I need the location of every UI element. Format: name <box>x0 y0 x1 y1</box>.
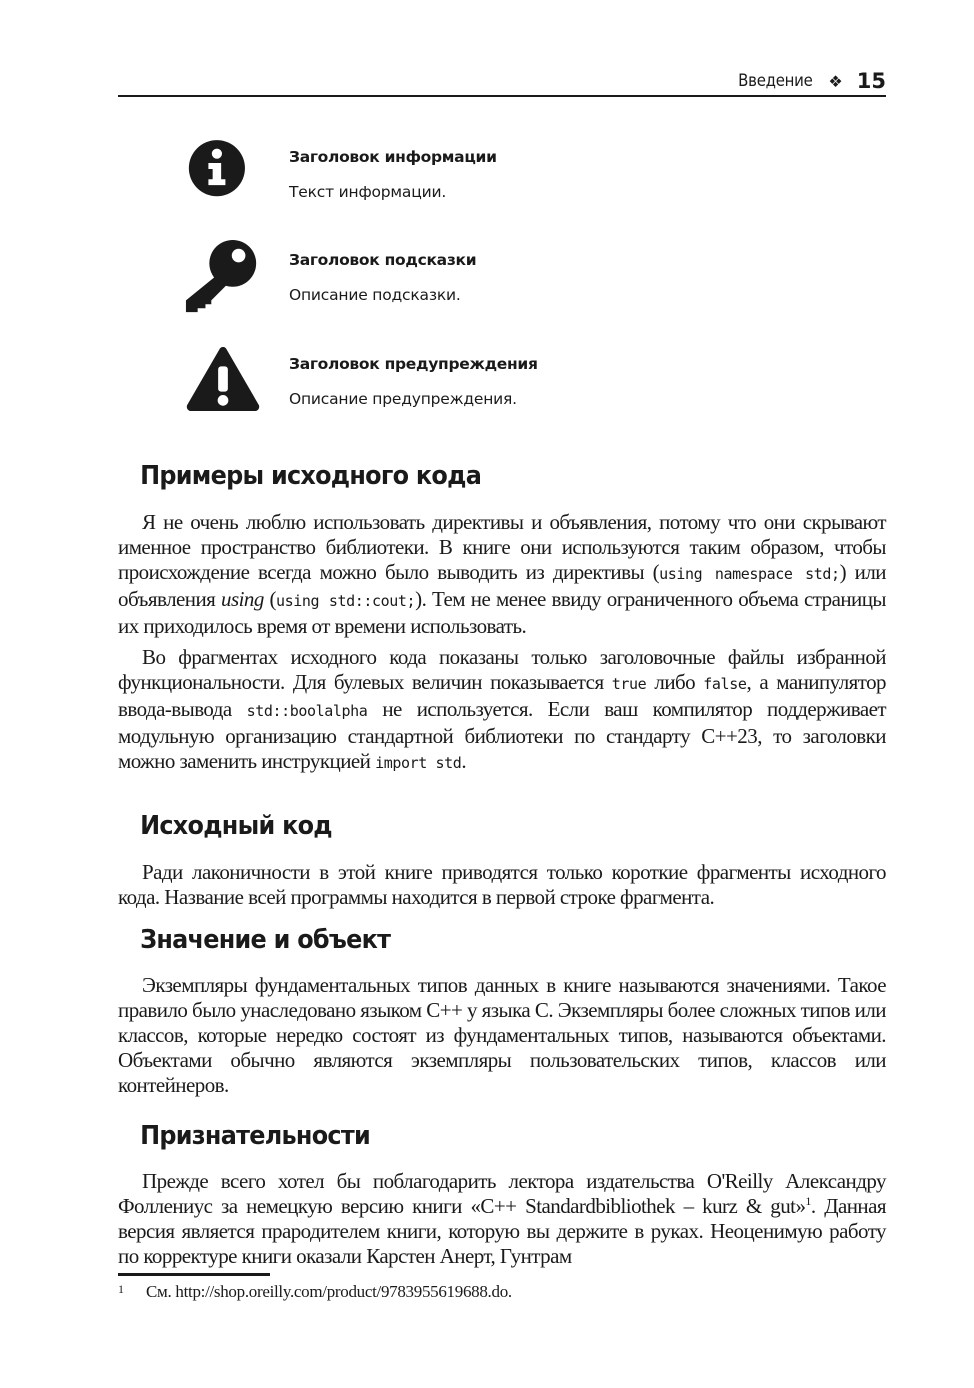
section-heading: Признательности <box>140 1121 371 1151</box>
paragraph: Экземпляры фундаментальных типов данных в книге называются значениями. Такое правило было унаследовано языком C++ у языка C. Экземпляры более сложных типов или классов, которые нередко состоят из фундаментальных типов, называются объектами. Объектами обычно являются экземпляры пользовательских типов, классов или контейнеров. <box>118 973 886 1097</box>
section-heading: Исходный код <box>140 811 332 841</box>
inline-code: using namespace std; <box>659 565 840 583</box>
text-run: ) или объявления <box>118 560 886 611</box>
footnote-mark: 1 <box>118 1282 124 1296</box>
running-head-title: Введение <box>737 71 813 91</box>
text-run: Во фрагментах исходного кода показаны только заголовочные файлы избранной функциональности. Для булевых величин показывается <box>118 645 886 694</box>
text-run: . Данная версия является прародителем книги, которую вы держите в руках. Неоценимую работу по корректуре книги оказали Карстен Анерт, Гунтрам <box>118 1194 886 1268</box>
footnote-rule <box>118 1273 270 1276</box>
text-run: не используется. Если ваш компилятор поддерживает модульную организацию стандартной библиотеки по стандарту C++23, то заголовки можно заменить инструкцией <box>118 697 886 773</box>
inline-code: import std <box>375 754 462 772</box>
ornament-icon: ❖ <box>828 71 843 91</box>
section-heading: Значение и объект <box>140 925 391 955</box>
warning-icon <box>184 345 262 413</box>
page-number: 15 <box>856 69 886 93</box>
inline-code: using std::cout; <box>275 592 416 610</box>
text-run: . <box>461 749 467 773</box>
paragraph <box>118 1169 886 1269</box>
note-title: Заголовок подсказки <box>289 251 477 269</box>
key-icon <box>183 238 263 316</box>
section-acknowledgements <box>118 1118 886 1275</box>
emphasis: using <box>221 587 264 611</box>
section-heading: Примеры исходного кода <box>140 461 482 491</box>
info-icon <box>188 130 256 208</box>
note-title: Заголовок предупреждения <box>289 355 538 373</box>
section-source-examples <box>118 458 886 782</box>
running-head <box>118 66 886 96</box>
paragraph: Ради лаконичности в этой книге приводятся только короткие фрагменты исходного кода. Название всей программы находится в первой строке фрагмента. <box>118 860 886 909</box>
text-run: ( <box>263 587 276 611</box>
paragraph <box>118 645 886 776</box>
note-text: Описание подсказки. <box>289 286 461 304</box>
section-source-code <box>118 808 886 916</box>
header-rule <box>118 95 886 97</box>
inline-code: true <box>611 675 647 693</box>
text-run: Я не очень люблю использовать директивы и объявления, потому что они скрывают именное пространство библиотеки. В книге они используются таким образом, чтобы происхождение всегда можно было выводить из директивы ( <box>118 510 886 584</box>
note-title: Заголовок информации <box>289 148 497 166</box>
note-text: Описание предупреждения. <box>289 390 517 408</box>
footnote-reference[interactable]: 1 <box>805 1194 811 1208</box>
inline-code: false <box>703 675 747 693</box>
text-run: , а манипулятор ввода-вывода <box>118 670 886 721</box>
footnote-text: См. http://shop.oreilly.com/product/9783955619688.do. <box>146 1282 512 1301</box>
inline-code: std::boolalpha <box>246 702 368 720</box>
text-run: либо <box>646 670 704 694</box>
section-value-object <box>118 922 886 1104</box>
text-run: ). Тем не менее ввиду ограниченного объема страницы их приходилось время от времени использовать. <box>118 587 886 638</box>
text-run: Прежде всего хотел бы поблагодарить лектора издательства O'Reilly Александру Фоллениус за немецкую версию книги «C++ Standardbibliothek – kurz & gut» <box>118 1169 886 1218</box>
note-text: Текст информации. <box>289 183 447 201</box>
paragraph <box>118 510 886 639</box>
